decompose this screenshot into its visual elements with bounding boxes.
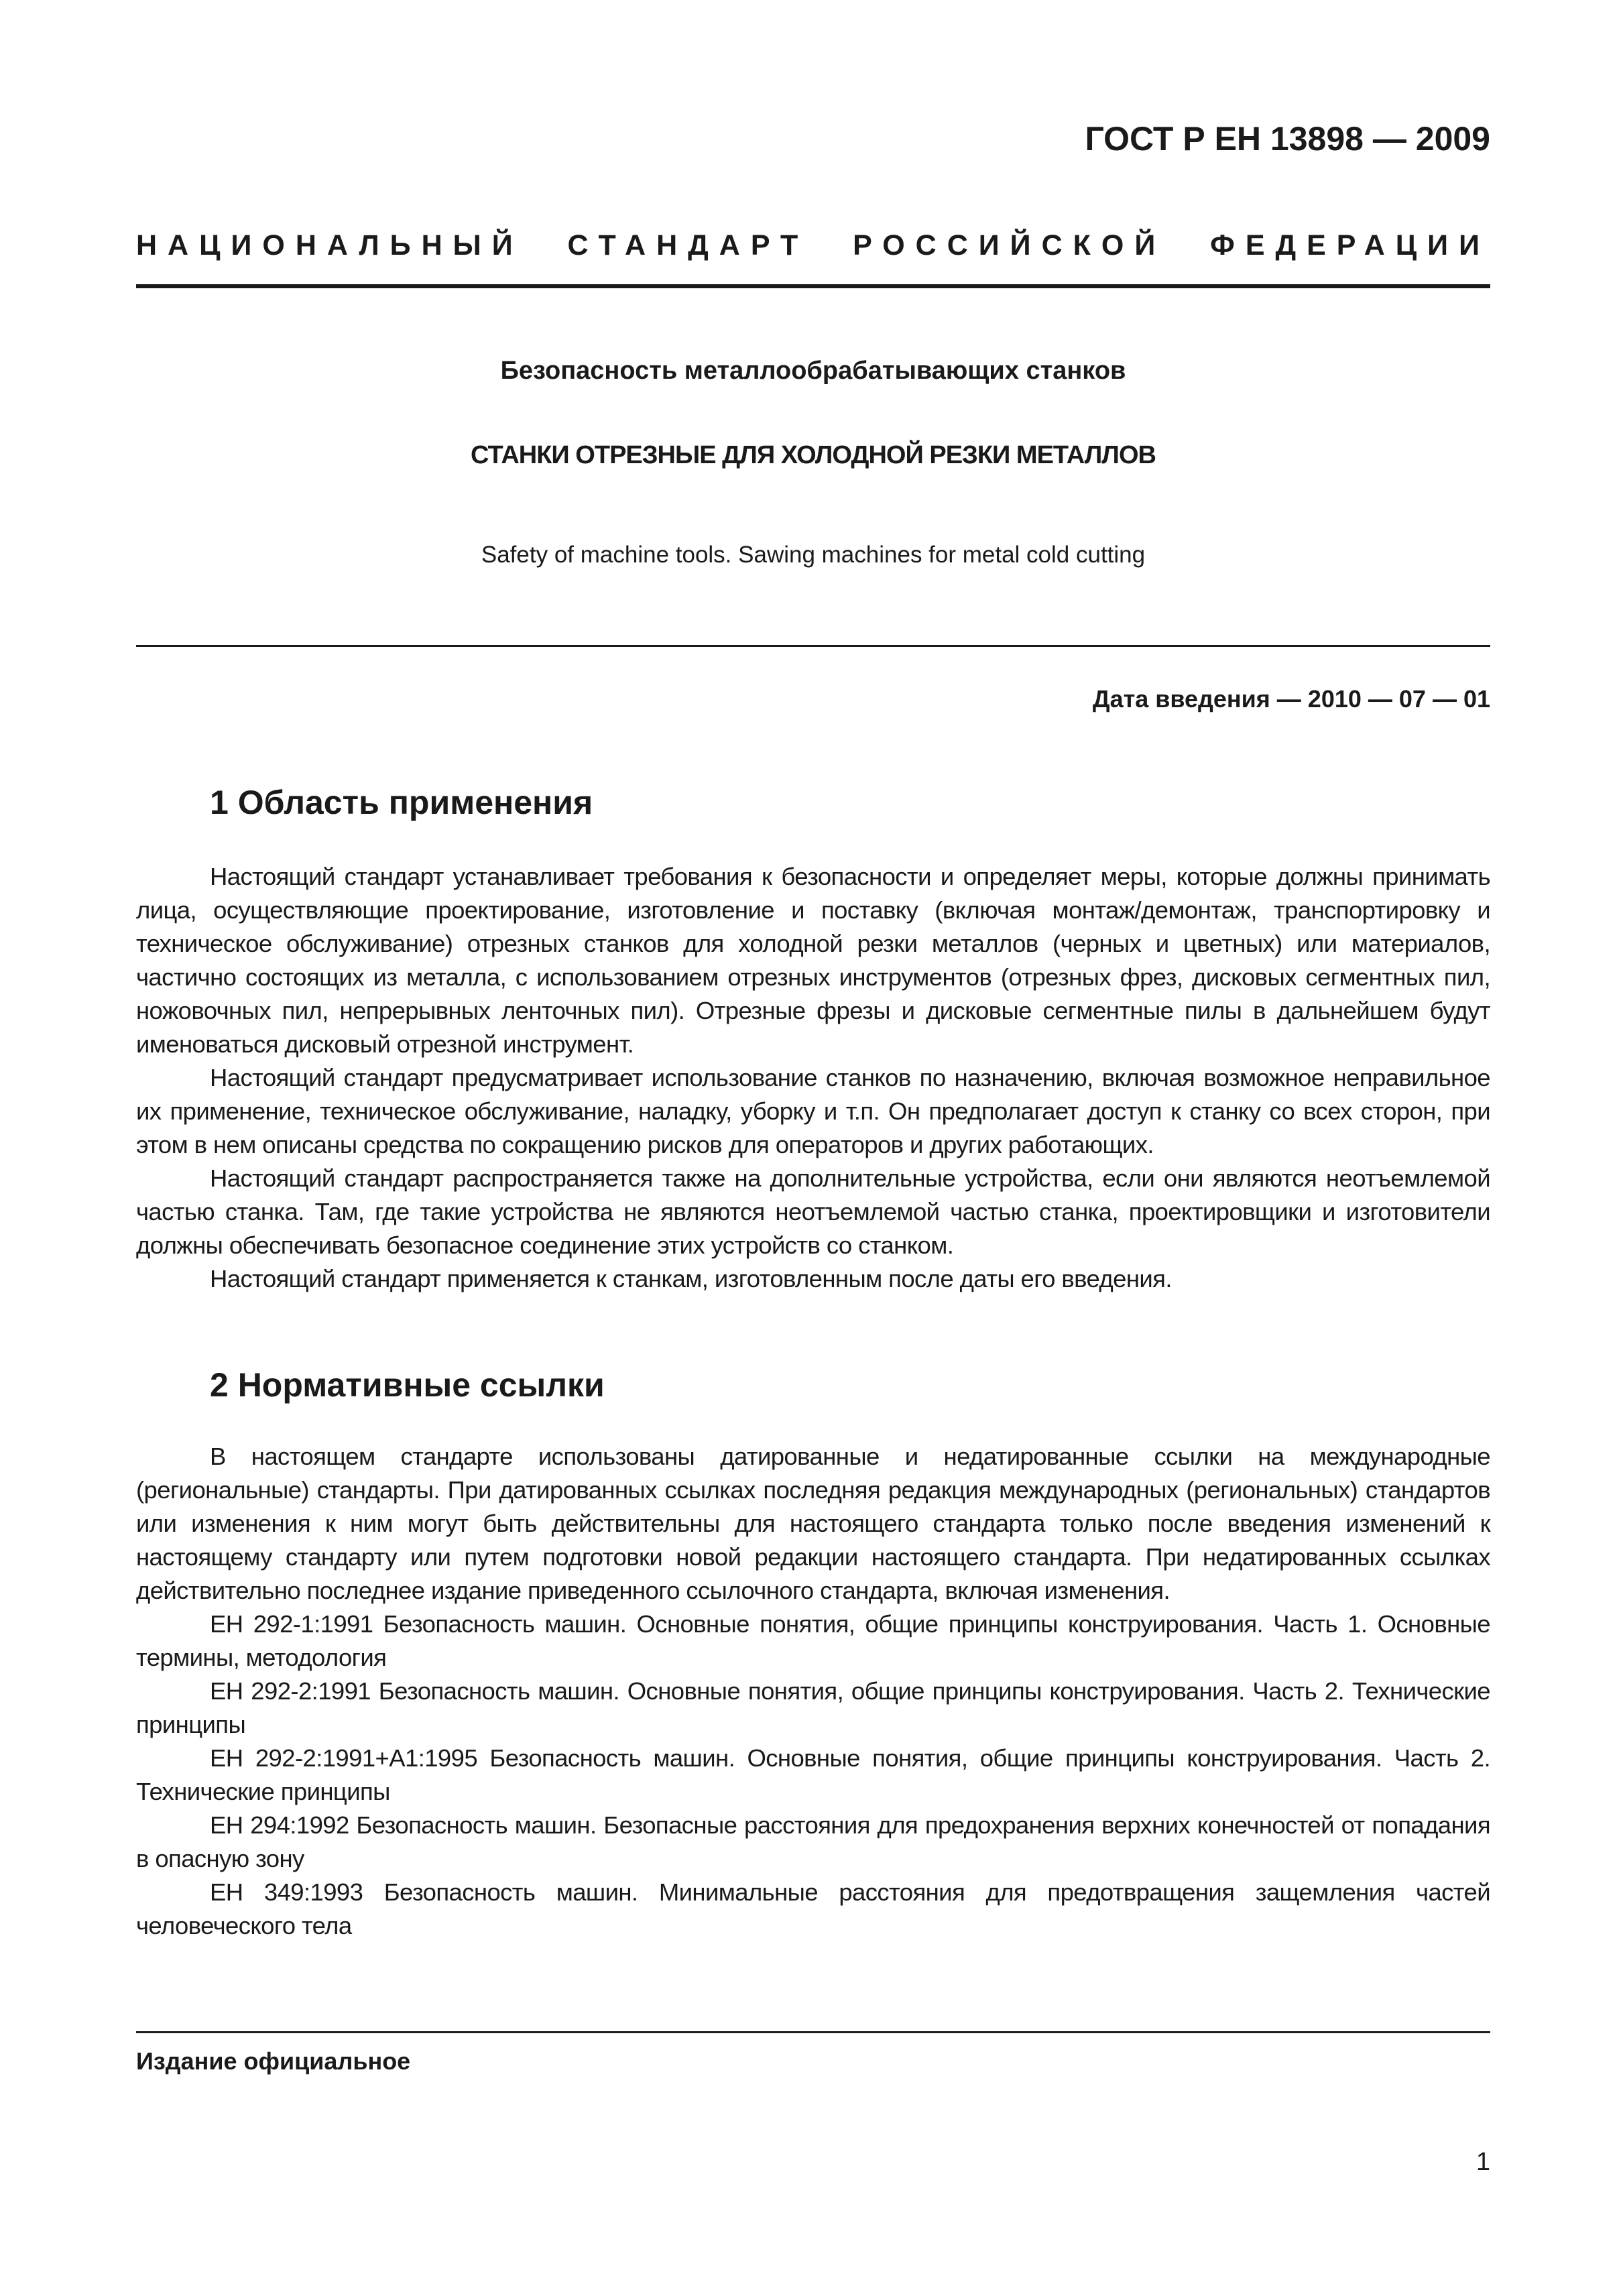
header-rule — [136, 284, 1490, 288]
national-standard-banner: НАЦИОНАЛЬНЫЙ СТАНДАРТ РОССИЙСКОЙ ФЕДЕРАЦИИ — [136, 229, 1490, 261]
section-1-paragraph: Настоящий стандарт предусматривает использование станков по назначению, включая возможное неправильное их применение, техническое обслуживание, наладку, уборку и т.п. Он предполагает доступ к станку со всех сторон, при этом в нем описаны средства по сокращению рисков для операторов и других работающих. — [136, 1064, 1490, 1158]
section-1-paragraph: Настоящий стандарт распространяется также на дополнительные устройства, если они являются неотъемлемой частью станка. Там, где такие устройства не являются неотъемлемой частью станка, проектировщики и изготовители должны обеспечивать безопасное соединение этих устройств со станком. — [136, 1164, 1490, 1259]
reference-item: ЕН 292-2:1991+А1:1995 Безопасность машин. Основные понятия, общие принципы конструирования. Часть 2. Технические принципы — [136, 1744, 1490, 1805]
introduction-date: Дата введения — 2010 — 07 — 01 — [1092, 685, 1490, 713]
document-subject: Безопасность металлообрабатывающих станков — [500, 357, 1126, 385]
section-1-heading: 1 Область применения — [210, 784, 593, 821]
section-2-paragraph: В настоящем стандарте использованы датированные и недатированные ссылки на международные (региональные) стандарты. При датированных ссылках последняя редакция международных (региональных) стандартов или изменения к ним могут быть действительны для настоящего стандарта только после введения изменений к настоящему стандарту или путем подготовки новой редакции настоящего стандарта. При недатированных ссылках действительно последнее издание приведенного ссылочного стандарта, включая изменения. — [136, 1443, 1490, 1604]
section-2-heading: 2 Нормативные ссылки — [210, 1366, 605, 1404]
reference-item: ЕН 292-2:1991 Безопасность машин. Основные понятия, общие принципы конструирования. Часть 2. Технические принципы — [136, 1677, 1490, 1738]
reference-item: ЕН 292-1:1991 Безопасность машин. Основные понятия, общие принципы конструирования. Часть 1. Основные термины, методология — [136, 1610, 1490, 1671]
edition-label: Издание официальное — [136, 2047, 411, 2075]
document-page — [136, 0, 1490, 2296]
title-rule — [136, 645, 1490, 647]
reference-item: ЕН 294:1992 Безопасность машин. Безопасные расстояния для предохранения верхних конечностей от попадания в опасную зону — [136, 1811, 1490, 1872]
footer-rule — [136, 2031, 1490, 2033]
document-title: СТАНКИ ОТРЕЗНЫЕ ДЛЯ ХОЛОДНОЙ РЕЗКИ МЕТАЛЛОВ — [471, 441, 1156, 469]
reference-item: ЕН 349:1993 Безопасность машин. Минимальные расстояния для предотвращения защемления частей человеческого тела — [136, 1878, 1490, 1939]
section-2-body — [136, 1440, 1490, 1943]
page-number: 1 — [1476, 2148, 1490, 2176]
standard-designation: ГОСТ Р ЕН 13898 — 2009 — [1085, 120, 1490, 158]
section-1-body — [136, 860, 1490, 1296]
section-1-paragraph: Настоящий стандарт применяется к станкам, изготовленным после даты его введения. — [210, 1265, 1172, 1292]
section-1-paragraph: Настоящий стандарт устанавливает требования к безопасности и определяет меры, которые должны принимать лица, осуществляющие проектирование, изготовление и поставку (включая монтаж/демонтаж, транспортировку и техническое обслуживание) отрезных станков для холодной резки металлов (черных и цветных) или материалов, частично состоящих из металла, с использованием отрезных инструментов (отрезных фрез, дисковых сегментных пил, ножовочных пил, непрерывных ленточных пил). Отрезные фрезы и дисковые сегментные пилы в дальнейшем будут именоваться дисковый отрезной инструмент. — [136, 863, 1490, 1058]
english-title: Safety of machine tools. Sawing machines for metal cold cutting — [481, 542, 1146, 568]
